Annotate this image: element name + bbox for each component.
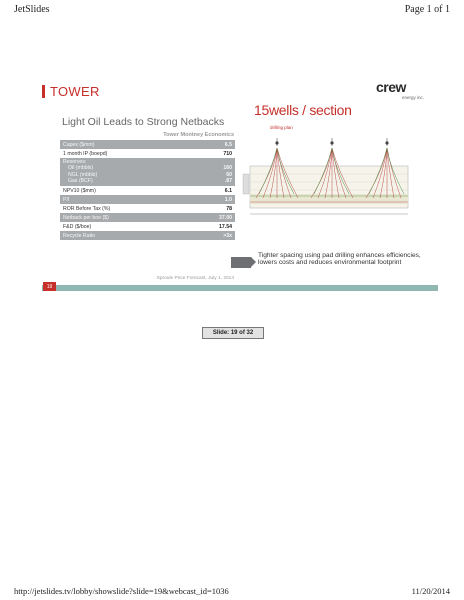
wells-subheading: drilling plan (270, 125, 293, 130)
slide-page-number: 19 (43, 282, 56, 291)
brand-bar-icon (42, 85, 45, 98)
row-value: 1.0 (224, 196, 232, 203)
economics-heading: Light Oil Leads to Strong Netbacks (62, 116, 225, 128)
row-label: Netback per boe ($) (63, 214, 109, 221)
table-footnote: Sproule Price Forecast, July 1, 2014 (156, 276, 234, 281)
crew-logo (376, 80, 424, 102)
table-row (60, 204, 235, 213)
slide-counter: Slide: 19 of 32 (202, 327, 264, 339)
wells-description: Tighter spacing using pad drilling enhances efficiencies, lowers costs and reduces environmental footprint (258, 252, 421, 267)
table-row (60, 186, 235, 195)
page-header-title: JetSlides (14, 4, 50, 15)
row-sublabel: NGL (mbbls) (68, 171, 98, 178)
logo-tagline: energy inc. (401, 95, 424, 100)
table-row (60, 231, 235, 240)
slide-image (42, 76, 438, 298)
row-value: 17.54 (219, 223, 232, 230)
row-label: Recycle Ratio (63, 232, 96, 239)
row-value: 160 (223, 165, 232, 172)
row-label: P/I (63, 196, 70, 203)
row-value: 78 (226, 205, 232, 212)
row-sublabel: Oil (mbbls) (68, 165, 94, 172)
economics-table (60, 140, 235, 240)
table-row (60, 149, 235, 158)
slide-footer-bar (42, 285, 438, 291)
row-label: F&D ($/boe) (63, 223, 92, 230)
row-label: 1 month IP (boepd) (63, 150, 108, 157)
row-label: Reserves: (63, 159, 87, 165)
row-value: >3x (223, 232, 232, 239)
row-value: .87 (224, 178, 232, 185)
drilling-plan-diagram (242, 134, 412, 220)
row-value: 6.1 (224, 187, 232, 194)
brand-title: TOWER (50, 83, 100, 99)
row-sublabel: Gas (BCF) (68, 178, 93, 185)
logo-word: crew (376, 79, 406, 95)
page-footer-date: 11/20/2014 (411, 586, 450, 596)
row-label: ROR Before Tax (%) (63, 205, 111, 212)
table-row (60, 195, 235, 204)
page-footer-url[interactable]: http://jetslides.tv/lobby/showslide?slide=19&webcast_id=1036 (14, 586, 229, 596)
table-row (60, 222, 235, 231)
row-value: 37.00 (219, 214, 232, 221)
arrow-icon (231, 257, 251, 268)
wells-heading: 15wells / section (254, 102, 352, 118)
economics-table-title: Tower Montney Economics (163, 132, 234, 138)
slide-brand (42, 84, 100, 98)
table-row (60, 158, 235, 186)
row-value: 6.5 (224, 141, 232, 148)
table-row (60, 140, 235, 149)
table-row (60, 213, 235, 222)
page-header-pagination: Page 1 of 1 (404, 4, 450, 15)
row-label: NPV10 ($mm) (63, 187, 96, 194)
row-label: Capex ($mm) (63, 141, 95, 148)
row-value: 60 (226, 171, 232, 178)
row-value: 710 (223, 150, 232, 157)
